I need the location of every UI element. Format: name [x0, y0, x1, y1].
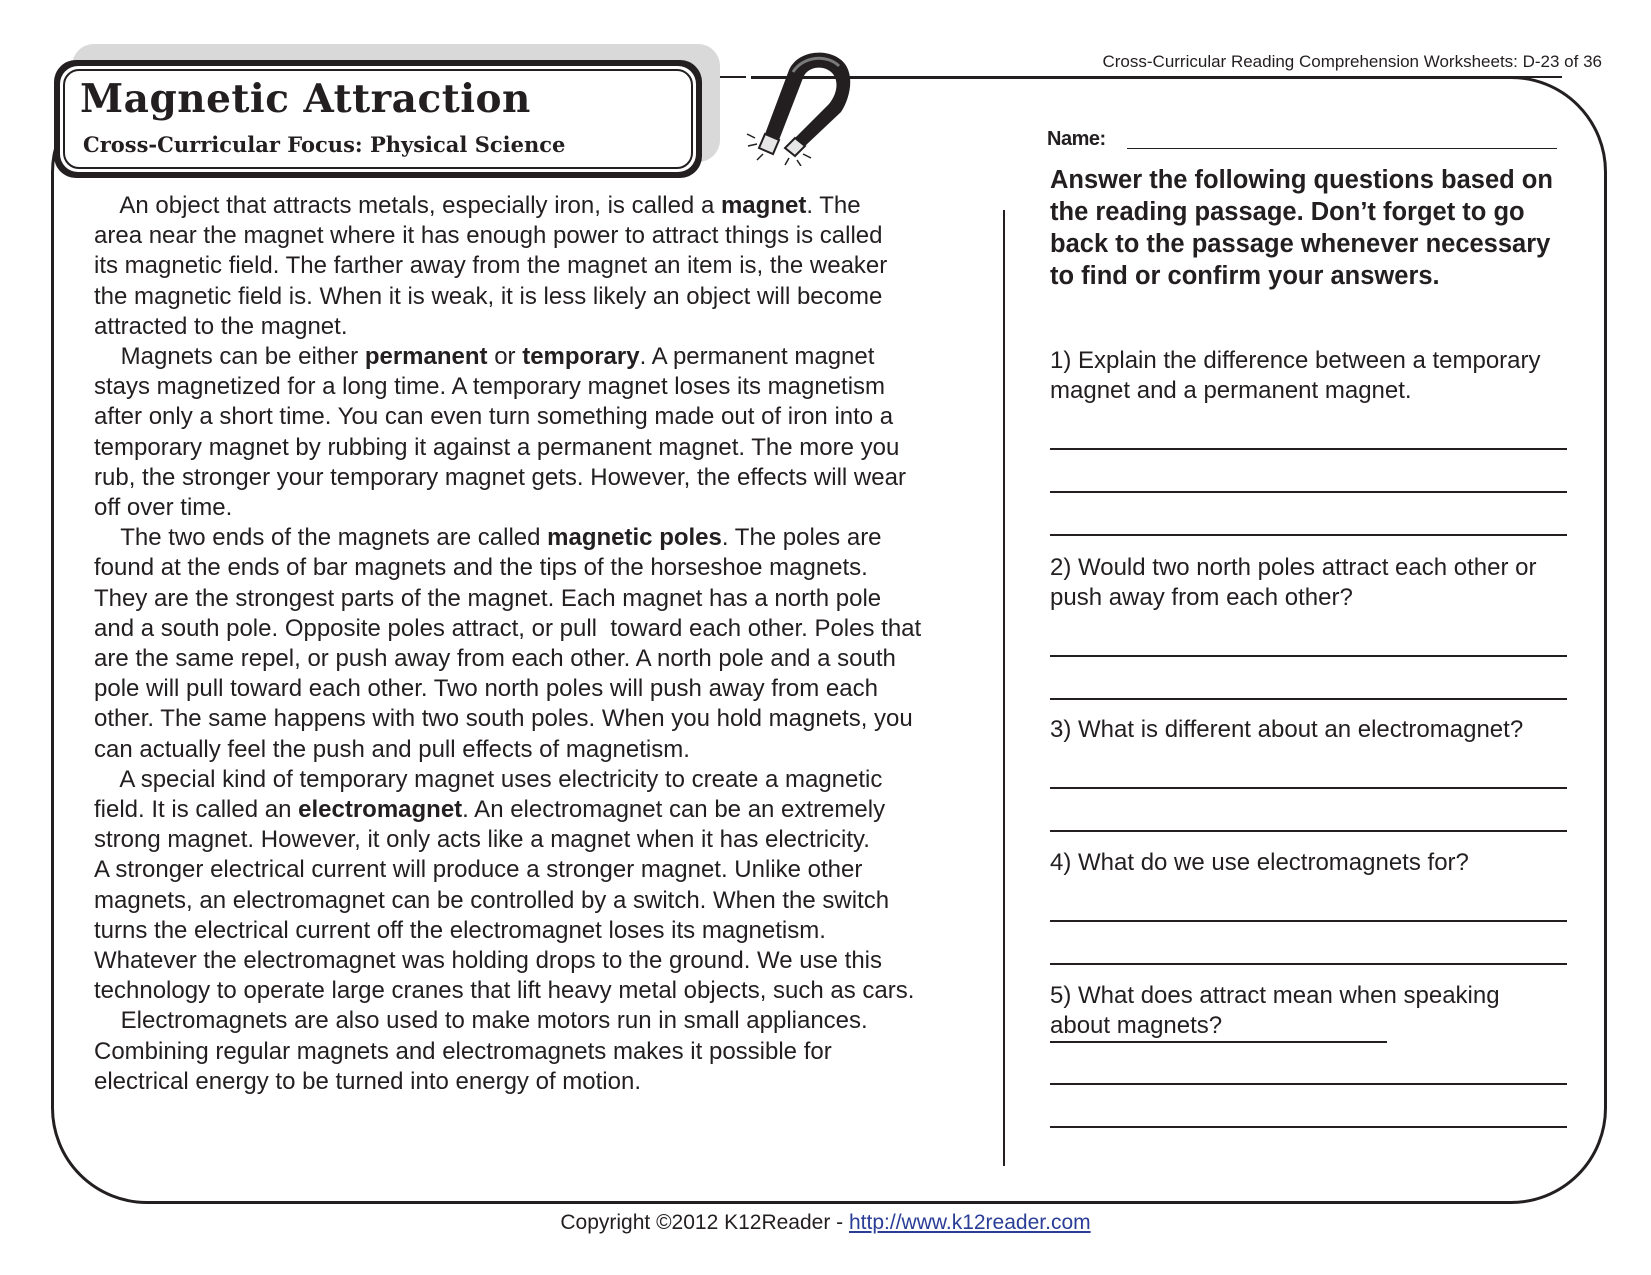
- question-text: push away from each other?: [1050, 584, 1353, 611]
- answer-line[interactable]: [1050, 491, 1567, 493]
- passage-line: [94, 795, 974, 825]
- passage-text: its magnetic field. The farther away from the magnet an item is, the weaker: [94, 252, 888, 280]
- passage-text: They are the strongest parts of the magnet. Each magnet has a north pole: [94, 584, 882, 612]
- passage-text: can actually feel the push and pull effects of magnetism.: [94, 735, 690, 763]
- answer-line[interactable]: [1050, 963, 1567, 965]
- passage-text: technology to operate large cranes that lift heavy metal objects, such as cars.: [94, 977, 915, 1005]
- passage-text: . The: [806, 192, 861, 219]
- instructions-line: back to the passage whenever necessary: [1050, 230, 1551, 258]
- passage-line: [94, 1006, 974, 1036]
- question-text: 2) Would two north poles attract each other or: [1050, 554, 1537, 581]
- header-rule-left: [718, 76, 746, 78]
- passage-text: Electromagnets are also used to make motors run in small appliances.: [94, 1007, 868, 1035]
- passage-line: [94, 251, 974, 281]
- passage-line: [94, 402, 974, 432]
- name-answer-line[interactable]: [1127, 148, 1557, 149]
- passage-text: off over time.: [94, 494, 233, 522]
- passage-text: The two ends of the magnets are called: [94, 524, 548, 552]
- passage-line: [94, 372, 974, 402]
- answer-line[interactable]: [1050, 698, 1567, 700]
- passage-line: [94, 312, 974, 342]
- header-rule: [862, 76, 1562, 78]
- question-text: about magnets?: [1050, 1012, 1223, 1039]
- passage-text: temporary magnet by rubbing it against a permanent magnet. The more you: [94, 433, 900, 461]
- answer-line[interactable]: [1050, 787, 1567, 789]
- passage-line: [94, 886, 974, 916]
- passage-text: stays magnetized for a long time. A temporary magnet loses its magnetism: [94, 373, 886, 401]
- answer-line[interactable]: [1050, 1083, 1567, 1085]
- copyright-footer: [0, 1211, 1651, 1235]
- passage-line: [94, 946, 974, 976]
- vocabulary-term: magnet: [720, 192, 807, 219]
- passage-text: rub, the stronger your temporary magnet gets. However, the effects will wear: [94, 463, 906, 491]
- passage-text: other. The same happens with two south poles. When you hold magnets, you: [94, 705, 913, 733]
- page-title: Magnetic Attraction: [80, 76, 531, 122]
- passage-text: pole will pull toward each other. Two north poles will push away from each: [94, 675, 878, 703]
- passage-text: or: [487, 343, 523, 371]
- passage-text: A special kind of temporary magnet uses electricity to create a magnetic: [94, 765, 883, 793]
- question-text: 5) What does attract mean when speaking: [1050, 982, 1500, 1009]
- answer-line[interactable]: [1050, 448, 1567, 450]
- passage-text: strong magnet. However, it only acts like a magnet when it has electricity.: [94, 826, 870, 854]
- passage-line: [94, 825, 974, 855]
- passage-text: field. It is called an: [94, 796, 299, 824]
- answer-line[interactable]: [1050, 920, 1567, 922]
- passage-line: [94, 644, 974, 674]
- passage-text: . The poles are: [721, 524, 882, 552]
- passage-text: Magnets can be either: [94, 343, 365, 371]
- passage-line: [94, 1037, 974, 1067]
- question-5: [1050, 981, 1570, 1043]
- passage-line: [94, 523, 974, 553]
- question-1: [1050, 346, 1570, 406]
- passage-text: . An electromagnet can be an extremely: [462, 796, 886, 824]
- passage-line: [94, 1067, 974, 1097]
- reading-passage: [94, 191, 974, 1097]
- question-text-with-blank: [1050, 1011, 1570, 1043]
- passage-line: [94, 221, 974, 251]
- question-text: 4) What do we use electromagnets for?: [1050, 849, 1469, 876]
- passage-text: magnets, an electromagnet can be controlled by a switch. When the switch: [94, 886, 890, 914]
- question-text: magnet and a permanent magnet.: [1050, 377, 1412, 404]
- passage-text: are the same repel, or push away from each other. A north pole and a south: [94, 645, 896, 673]
- answer-line[interactable]: [1050, 655, 1567, 657]
- answer-line[interactable]: [1050, 1126, 1567, 1128]
- copyright-text: Copyright ©2012 K12Reader -: [560, 1211, 849, 1234]
- passage-text: Combining regular magnets and electromagnets makes it possible for: [94, 1037, 832, 1065]
- question-text: 3) What is different about an electromagnet?: [1050, 716, 1524, 743]
- vocabulary-term: magnetic poles: [547, 524, 722, 552]
- question-4: [1050, 848, 1570, 878]
- answer-line[interactable]: [1050, 534, 1567, 536]
- question-2: [1050, 553, 1570, 613]
- question-text: 1) Explain the difference between a temporary: [1050, 347, 1541, 374]
- instructions-line: to find or confirm your answers.: [1050, 262, 1440, 290]
- k12reader-link[interactable]: http://www.k12reader.com: [849, 1211, 1091, 1234]
- passage-text: after only a short time. You can even turn something made out of iron into a: [94, 403, 894, 431]
- passage-text: electrical energy to be turned into energy of motion.: [94, 1067, 641, 1095]
- passage-line: [94, 342, 974, 372]
- passage-text: attracted to the magnet.: [94, 312, 348, 340]
- passage-line: [94, 493, 974, 523]
- passage-line: [94, 704, 974, 734]
- instructions-line: Answer the following questions based on: [1050, 166, 1553, 194]
- passage-line: [94, 584, 974, 614]
- passage-line: [94, 674, 974, 704]
- passage-text: turns the electrical current off the electromagnet loses its magnetism.: [94, 916, 826, 944]
- passage-line: [94, 765, 974, 795]
- vocabulary-term: temporary: [522, 343, 640, 371]
- page-subtitle: Cross-Curricular Focus: Physical Science: [83, 132, 566, 157]
- instructions-line: the reading passage. Don’t forget to go: [1050, 198, 1525, 226]
- horseshoe-magnet-icon: [745, 42, 863, 166]
- instructions: [1050, 164, 1600, 292]
- worksheet-reference: Cross-Curricular Reading Comprehension Worksheets: D-23 of 36: [1102, 52, 1602, 71]
- question-3: [1050, 715, 1570, 745]
- passage-line: [94, 855, 974, 885]
- passage-line: [94, 916, 974, 946]
- passage-text: A stronger electrical current will produce a stronger magnet. Unlike other: [94, 856, 863, 884]
- name-label: Name:: [1047, 128, 1106, 150]
- passage-line: [94, 614, 974, 644]
- passage-line: [94, 433, 974, 463]
- answer-line[interactable]: [1050, 830, 1567, 832]
- passage-text: and a south pole. Opposite poles attract, or pull toward each other. Poles that: [94, 614, 922, 642]
- passage-text: the magnetic field is. When it is weak, it is less likely an object will become: [94, 282, 883, 310]
- passage-text: found at the ends of bar magnets and the tips of the horseshoe magnets.: [94, 554, 868, 582]
- passage-line: [94, 191, 974, 221]
- passage-text: area near the magnet where it has enough power to attract things is called: [94, 222, 883, 250]
- passage-line: [94, 553, 974, 583]
- passage-text: . A permanent magnet: [639, 343, 875, 371]
- passage-line: [94, 282, 974, 312]
- passage-text: An object that attracts metals, especially iron, is called a: [94, 192, 721, 219]
- passage-line: [94, 735, 974, 765]
- vocabulary-term: electromagnet: [298, 796, 463, 824]
- passage-line: [94, 463, 974, 493]
- answer-line[interactable]: [1050, 1041, 1387, 1043]
- vocabulary-term: permanent: [364, 343, 488, 371]
- column-divider: [1003, 210, 1005, 1166]
- passage-text: Whatever the electromagnet was holding drops to the ground. We use this: [94, 947, 883, 975]
- passage-line: [94, 976, 974, 1006]
